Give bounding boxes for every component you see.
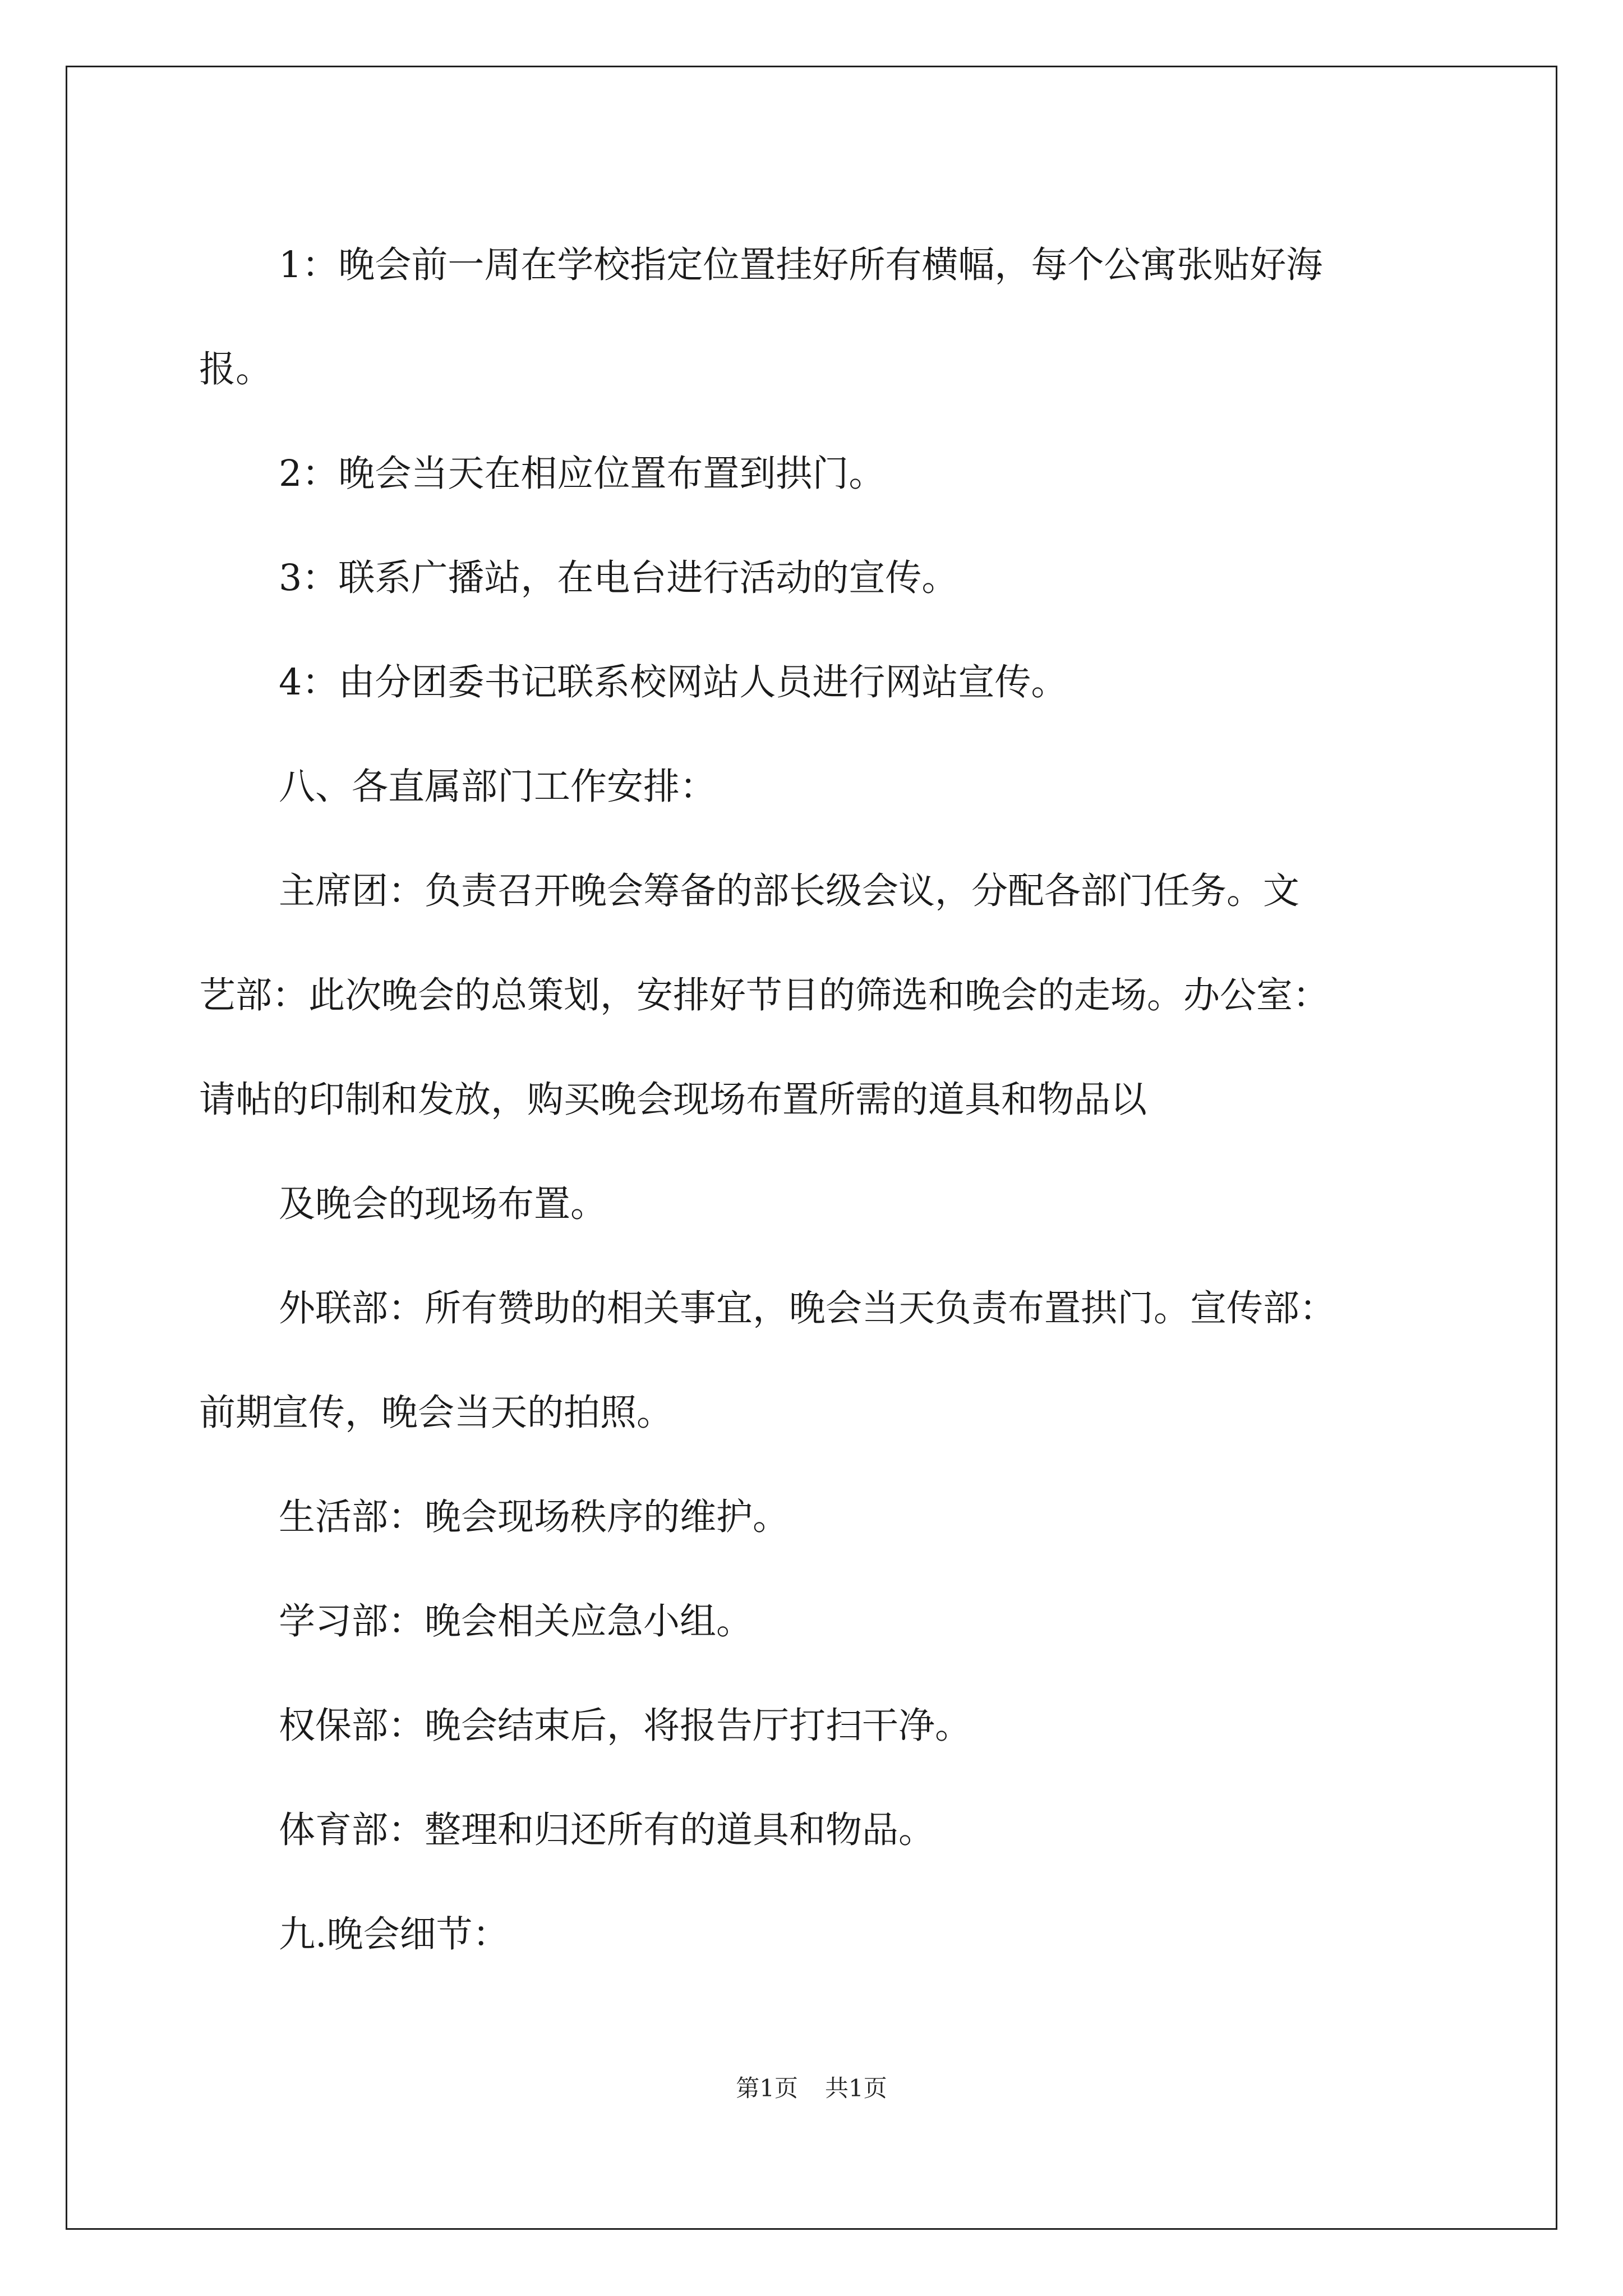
- paragraph-line: 3：联系广播站，在电台进行活动的宣传。: [279, 557, 958, 599]
- paragraph-line: 生活部：晚会现场秩序的维护。: [279, 1496, 790, 1538]
- paragraph-line: 请帖的印制和发放，购买晚会现场布置所需的道具和物品以: [199, 1079, 1147, 1121]
- paragraph-line: 及晚会的现场布置。: [279, 1183, 607, 1225]
- section-heading: 九.晚会细节：: [279, 1913, 509, 1955]
- paragraph-line: 体育部：整理和归还所有的道具和物品。: [279, 1809, 935, 1851]
- page-number: 第1页: [736, 2074, 798, 2102]
- section-heading: 八、各直属部门工作安排：: [279, 766, 717, 808]
- document-body: [199, 213, 1433, 1987]
- paragraph-line: 4：由分团委书记联系校网站人员进行网站宣传。: [279, 661, 1068, 703]
- paragraph-line: 1：晚会前一周在学校指定位置挂好所有横幅，每个公寓张贴好海: [279, 244, 1323, 286]
- paragraph-line: 前期宣传，晚会当天的拍照。: [199, 1392, 674, 1434]
- paragraph-line: 报。: [199, 348, 273, 390]
- paragraph-line: 权保部：晚会结束后，将报告厅打扫干净。: [279, 1705, 972, 1747]
- paragraph-line: 学习部：晚会相关应急小组。: [279, 1600, 753, 1642]
- page-footer: [0, 2070, 1623, 2104]
- paragraph-line: 2：晚会当天在相应位置布置到拱门。: [279, 453, 886, 495]
- paragraph-line: 外联部：所有赞助的相关事宜，晚会当天负责布置拱门。宣传部：: [279, 1287, 1336, 1329]
- paragraph-line: 主席团：负责召开晚会筹备的部长级会议，分配各部门任务。文: [279, 870, 1300, 912]
- paragraph-line: 艺部：此次晚会的总策划，安排好节目的筛选和晚会的走场。办公室：: [199, 974, 1330, 1016]
- page-total: 共1页: [825, 2074, 887, 2102]
